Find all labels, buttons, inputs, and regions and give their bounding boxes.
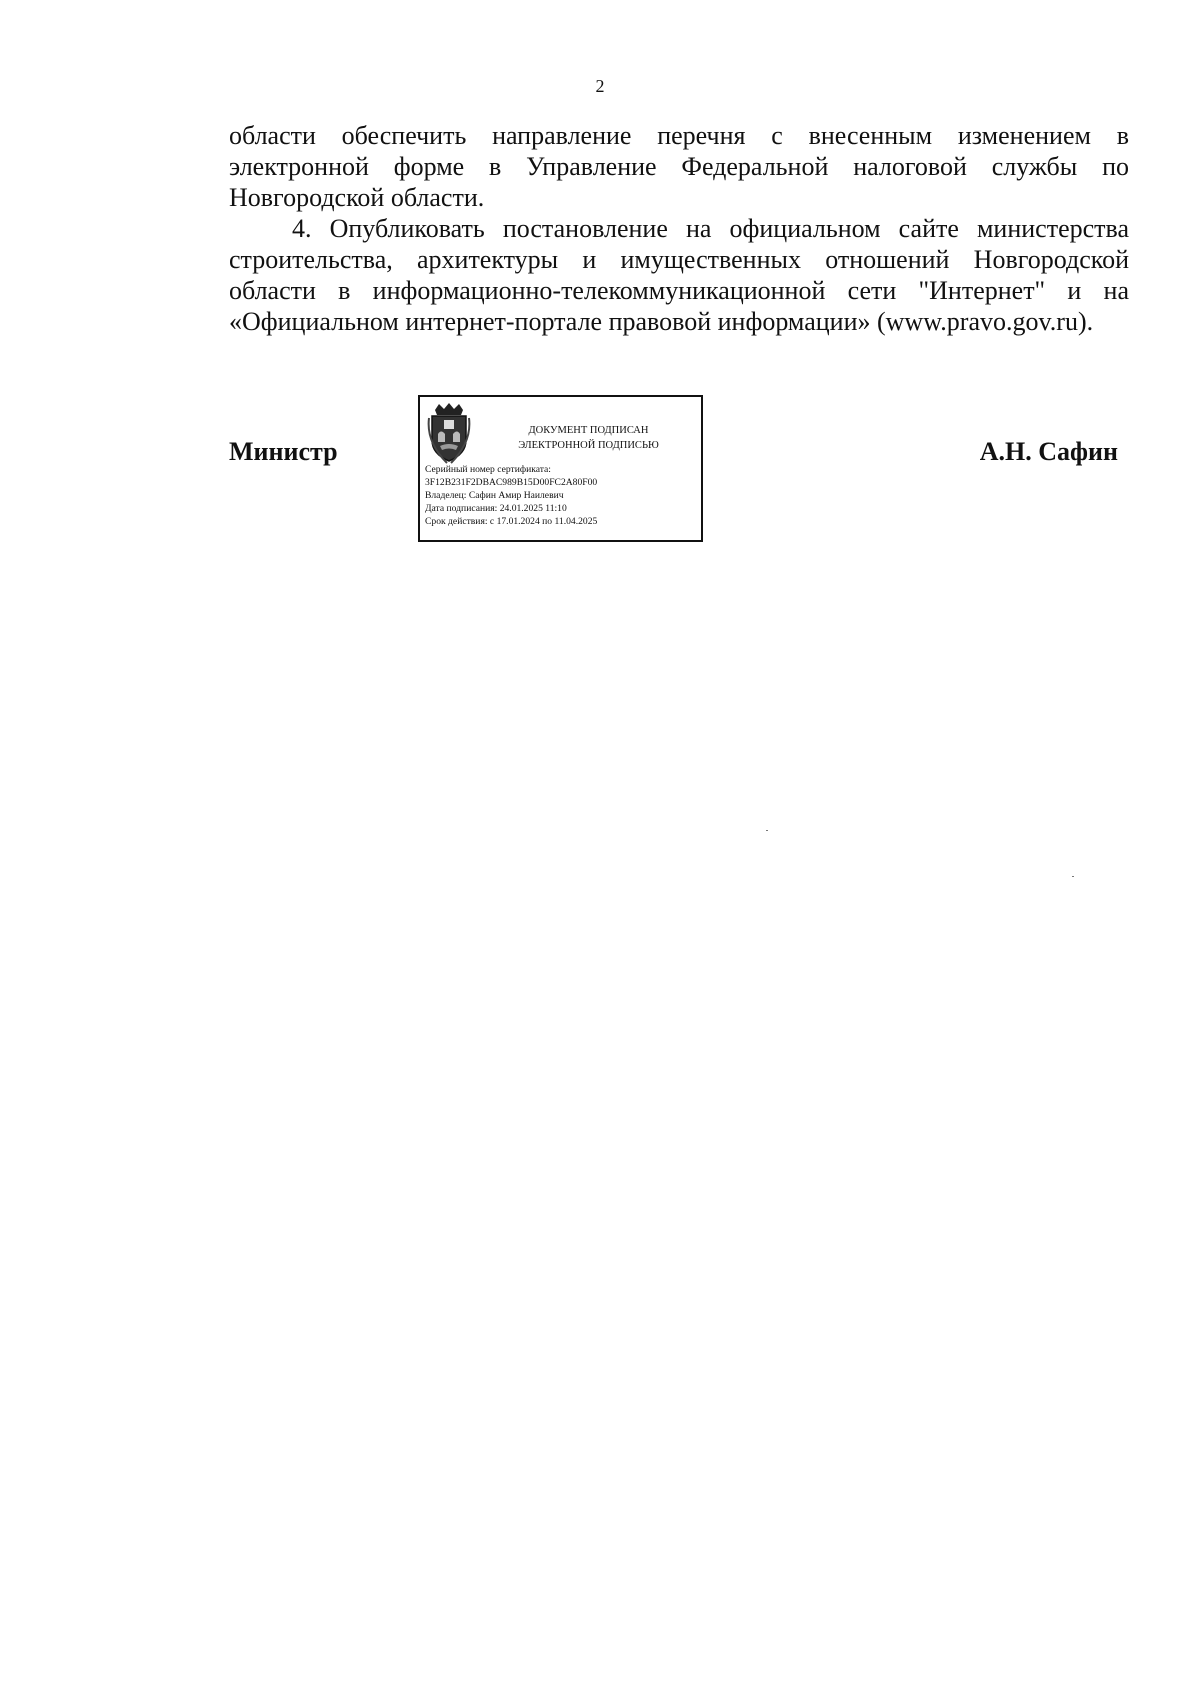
signing-date: Дата подписания: 24.01.2025 11:10 [425, 503, 567, 514]
signatory-name: А.Н. Сафин [979, 437, 1118, 466]
stamp-header [480, 423, 697, 453]
certificate-owner: Владелец: Сафин Амир Наилевич [425, 490, 564, 501]
page-number: 2 [595, 76, 605, 96]
certificate-serial-label: Серийный номер сертификата: [425, 464, 551, 475]
paragraph-4: 4. Опубликовать постановление на официальном сайте министерства строительства, архитектуры и имущественных отношений Новгородской области в информационно-телекоммуникационной сети "Интернет" и на «Официальном интернет-портале правовой информации» (www.pravo.gov.ru). [229, 214, 1129, 336]
coat-of-arms-icon [426, 402, 472, 464]
paragraph-3-continuation: области обеспечить направление перечня с внесенным изменением в электронной форме в Управление Федеральной налоговой службы по Новгородской области. [229, 121, 1129, 212]
document-body [229, 120, 1129, 337]
scan-speck [766, 830, 768, 831]
certificate-serial-number: 3F12B231F2DBAC989B15D00FC2A80F00 [425, 477, 598, 488]
signatory-title: Министр [229, 437, 338, 466]
stamp-details [425, 463, 697, 528]
certificate-validity: Срок действия: с 17.01.2024 по 11.04.2025 [425, 516, 598, 527]
stamp-header-line-2: ЭЛЕКТРОННОЙ ПОДПИСЬЮ [518, 440, 659, 451]
stamp-header-line-1: ДОКУМЕНТ ПОДПИСАН [528, 425, 649, 436]
scan-speck [1072, 876, 1074, 877]
electronic-signature-stamp [418, 395, 703, 542]
